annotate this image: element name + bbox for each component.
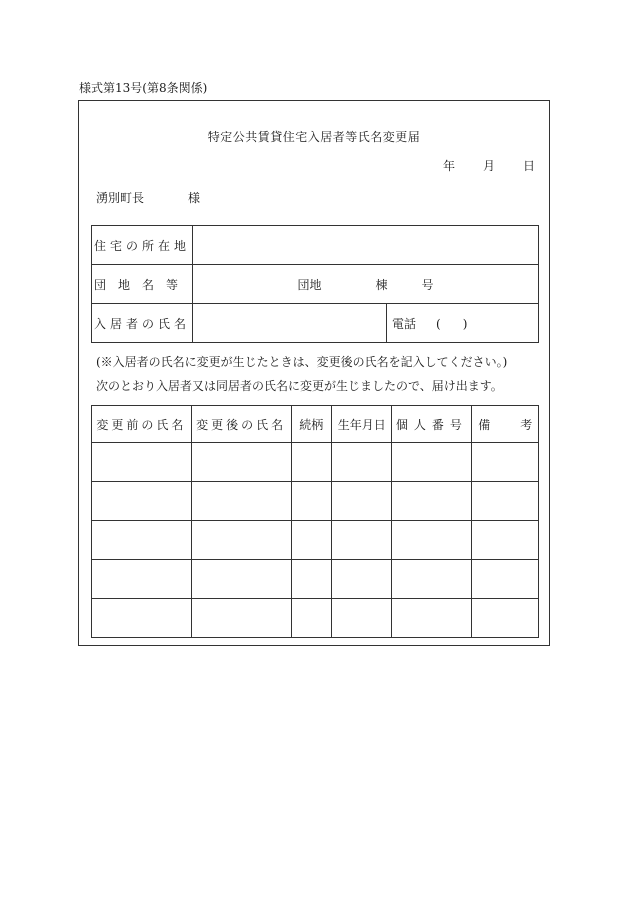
addressee-name: 湧別町長 bbox=[96, 191, 145, 205]
phone-close-paren: ) bbox=[462, 316, 468, 331]
addressee-honorific: 様 bbox=[188, 191, 201, 205]
phone-label: 電話 bbox=[392, 316, 417, 331]
cell-relation[interactable] bbox=[291, 599, 332, 638]
cell-before-name[interactable] bbox=[92, 560, 192, 599]
members-table bbox=[91, 405, 539, 638]
table-row bbox=[92, 521, 539, 560]
header-after-name: 変更後の氏名 bbox=[191, 406, 291, 443]
cell-after-name[interactable] bbox=[191, 599, 291, 638]
header-birthdate: 生年月日 bbox=[332, 406, 392, 443]
date-month-label: 月 bbox=[482, 159, 495, 173]
info-table bbox=[91, 225, 539, 343]
cell-remarks[interactable] bbox=[472, 521, 539, 560]
cell-relation[interactable] bbox=[291, 482, 332, 521]
cell-before-name[interactable] bbox=[92, 482, 192, 521]
cell-relation[interactable] bbox=[291, 560, 332, 599]
cell-before-name[interactable] bbox=[92, 521, 192, 560]
phone-open-paren: ( bbox=[436, 316, 441, 331]
header-personal-number: 個人番号 bbox=[392, 406, 472, 443]
cell-birthdate[interactable] bbox=[332, 482, 392, 521]
cell-before-name[interactable] bbox=[92, 443, 192, 482]
cell-after-name[interactable] bbox=[191, 443, 291, 482]
cell-relation[interactable] bbox=[291, 521, 332, 560]
danchi-label: 団地名等 bbox=[92, 265, 193, 304]
resident-name-field[interactable] bbox=[193, 304, 387, 343]
cell-birthdate[interactable] bbox=[332, 560, 392, 599]
cell-remarks[interactable] bbox=[472, 482, 539, 521]
cell-birthdate[interactable] bbox=[332, 521, 392, 560]
cell-personal-number[interactable] bbox=[392, 599, 472, 638]
cell-remarks[interactable] bbox=[472, 443, 539, 482]
cell-after-name[interactable] bbox=[191, 560, 291, 599]
header-remarks-1: 備 bbox=[478, 417, 491, 432]
address-field[interactable] bbox=[193, 226, 539, 265]
cell-remarks[interactable] bbox=[472, 560, 539, 599]
table-row bbox=[92, 443, 539, 482]
cell-personal-number[interactable] bbox=[392, 443, 472, 482]
date-year-label: 年 bbox=[442, 159, 455, 173]
members-table-header bbox=[92, 406, 539, 443]
danchi-field[interactable] bbox=[193, 265, 539, 304]
header-before-name: 変更前の氏名 bbox=[92, 406, 192, 443]
header-remarks bbox=[472, 406, 539, 443]
address-row bbox=[92, 226, 539, 265]
header-remarks-2: 考 bbox=[520, 417, 533, 432]
address-label: 住宅の所在地 bbox=[92, 226, 193, 265]
resident-label: 入居者の氏名 bbox=[92, 304, 193, 343]
room-number-text: 号 bbox=[421, 277, 434, 292]
danchi-text: 団地 bbox=[297, 277, 322, 292]
cell-personal-number[interactable] bbox=[392, 521, 472, 560]
cell-birthdate[interactable] bbox=[332, 599, 392, 638]
form-number: 様式第13号(第8条関係) bbox=[79, 81, 208, 95]
header-relation: 続柄 bbox=[291, 406, 332, 443]
cell-after-name[interactable] bbox=[191, 521, 291, 560]
danchi-row bbox=[92, 265, 539, 304]
resident-row bbox=[92, 304, 539, 343]
phone-field[interactable] bbox=[387, 304, 539, 343]
date-line bbox=[443, 157, 535, 174]
cell-relation[interactable] bbox=[291, 443, 332, 482]
cell-birthdate[interactable] bbox=[332, 443, 392, 482]
notice-declaration: 次のとおり入居者又は同居者の氏名に変更が生じましたので、届け出ます。 bbox=[96, 379, 503, 393]
form-title: 特定公共賃貸住宅入居者等氏名変更届 bbox=[207, 130, 421, 144]
cell-after-name[interactable] bbox=[191, 482, 291, 521]
date-day-label: 日 bbox=[522, 159, 535, 173]
addressee bbox=[96, 189, 200, 206]
notice-instruction: (※入居者の氏名に変更が生じたときは、変更後の氏名を記入してください。) bbox=[96, 355, 508, 369]
cell-remarks[interactable] bbox=[472, 599, 539, 638]
form-frame bbox=[78, 100, 550, 646]
building-text: 棟 bbox=[375, 277, 388, 292]
table-row bbox=[92, 599, 539, 638]
table-row bbox=[92, 482, 539, 521]
table-row bbox=[92, 560, 539, 599]
cell-personal-number[interactable] bbox=[392, 560, 472, 599]
cell-before-name[interactable] bbox=[92, 599, 192, 638]
cell-personal-number[interactable] bbox=[392, 482, 472, 521]
